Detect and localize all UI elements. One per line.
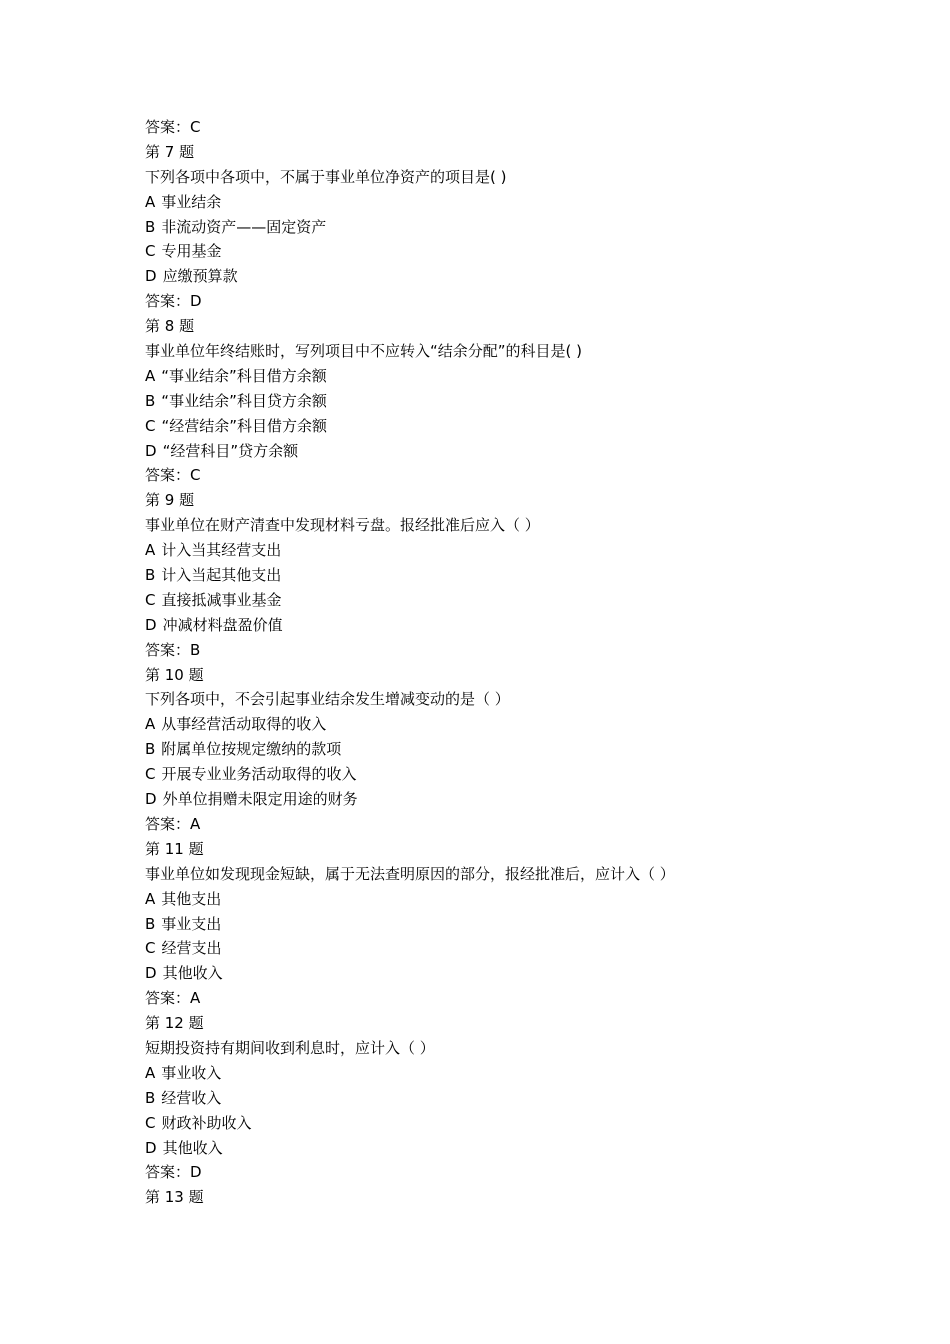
option-text: 非流动资产——固定资产 — [161, 217, 327, 236]
option-d — [145, 613, 905, 638]
option-letter: C — [145, 416, 156, 435]
option-letter: B — [145, 740, 156, 759]
option-a — [145, 364, 905, 389]
question-title: 第 8 题 — [145, 317, 195, 336]
option-b — [145, 563, 905, 588]
option-text: 事业收入 — [161, 1063, 222, 1082]
question-title: 第 11 题 — [145, 839, 204, 858]
question-title: 第 7 题 — [145, 142, 195, 161]
option-letter: B — [145, 566, 156, 585]
option-letter: B — [145, 217, 156, 236]
question-stem: 下列各项中各项中，不属于事业单位净资产的项目是( ) — [145, 167, 507, 186]
option-letter: C — [145, 242, 156, 261]
answer-line: 答案：D — [145, 1163, 202, 1182]
question-7 — [145, 140, 905, 314]
question-stem: 下列各项中，不会引起事业结余发生增减变动的是（ ） — [145, 690, 510, 709]
option-d — [145, 439, 905, 464]
question-8 — [145, 314, 905, 488]
option-letter: B — [145, 391, 156, 410]
option-letter: D — [145, 790, 157, 809]
option-letter: D — [145, 615, 157, 634]
question-stem: 事业单位在财产清查中发现材料亏盘。报经批准后应入（ ） — [145, 516, 540, 535]
option-b — [145, 737, 905, 762]
question-title: 第 13 题 — [145, 1188, 204, 1207]
option-letter: D — [145, 441, 157, 460]
option-text: 财政补助收入 — [161, 1113, 252, 1132]
option-text: 其他收入 — [162, 1138, 223, 1157]
answer-line: 答案：D — [145, 292, 202, 311]
option-b — [145, 215, 905, 240]
option-letter: B — [145, 914, 156, 933]
answer-line: 答案：A — [145, 814, 201, 833]
option-text: 事业支出 — [161, 914, 222, 933]
option-letter: A — [145, 715, 156, 734]
option-text: 外单位捐赠未限定用途的财务 — [162, 790, 358, 809]
option-text: 经营收入 — [161, 1088, 222, 1107]
option-text: 从事经营活动取得的收入 — [161, 715, 327, 734]
option-c — [145, 1111, 905, 1136]
option-c — [145, 414, 905, 439]
option-text: 其他支出 — [161, 889, 222, 908]
option-letter: D — [145, 267, 157, 286]
option-b — [145, 912, 905, 937]
option-letter: A — [145, 366, 156, 385]
option-d — [145, 961, 905, 986]
option-text: 经营支出 — [161, 939, 222, 958]
option-text: 应缴预算款 — [162, 267, 238, 286]
question-title: 第 9 题 — [145, 491, 195, 510]
answer-line: 答案：C — [145, 118, 201, 136]
option-text: 附属单位按规定缴纳的款项 — [161, 740, 342, 759]
option-letter: C — [145, 939, 156, 958]
option-letter: A — [145, 1063, 156, 1082]
option-a — [145, 190, 905, 215]
question-10 — [145, 663, 905, 837]
option-letter: D — [145, 1138, 157, 1157]
option-letter: B — [145, 1088, 156, 1107]
option-text: 直接抵减事业基金 — [161, 590, 282, 609]
option-a — [145, 1061, 905, 1086]
option-d — [145, 787, 905, 812]
question-11 — [145, 837, 905, 1011]
option-c — [145, 936, 905, 961]
option-a — [145, 887, 905, 912]
option-c — [145, 239, 905, 264]
option-a — [145, 538, 905, 563]
option-b — [145, 389, 905, 414]
question-title: 第 10 题 — [145, 665, 204, 684]
question-stem: 事业单位年终结账时，写列项目中不应转入“结余分配”的科目是( ) — [145, 342, 583, 361]
option-text: 开展专业业务活动取得的收入 — [161, 765, 357, 784]
document-page — [145, 115, 905, 1210]
option-letter: D — [145, 964, 157, 983]
question-title: 第 12 题 — [145, 1014, 204, 1033]
option-text: 其他收入 — [162, 964, 223, 983]
option-text: 计入当其经营支出 — [161, 541, 282, 560]
question-stem: 事业单位如发现现金短缺，属于无法查明原因的部分，报经批准后，应计入（ ） — [145, 864, 675, 883]
option-letter: C — [145, 590, 156, 609]
option-text: 计入当起其他支出 — [161, 566, 282, 585]
option-text: 冲减材料盘盈价值 — [162, 615, 283, 634]
option-letter: A — [145, 541, 156, 560]
option-c — [145, 588, 905, 613]
question-9 — [145, 488, 905, 662]
question-12 — [145, 1011, 905, 1185]
option-letter: C — [145, 765, 156, 784]
option-text: “经营结余”科目借方余额 — [161, 416, 328, 435]
option-text: “经营科目”贷方余额 — [162, 441, 299, 460]
option-letter: C — [145, 1113, 156, 1132]
option-text: “事业结余”科目贷方余额 — [161, 391, 327, 410]
option-c — [145, 762, 905, 787]
option-text: 事业结余 — [161, 192, 222, 211]
answer-line: 答案：A — [145, 989, 201, 1008]
answer-line: 答案：B — [145, 640, 201, 659]
option-d — [145, 1136, 905, 1161]
option-letter: A — [145, 889, 156, 908]
option-text: 专用基金 — [161, 242, 222, 261]
option-b — [145, 1086, 905, 1111]
answer-line: 答案：C — [145, 466, 201, 485]
option-letter: A — [145, 192, 156, 211]
option-text: “事业结余”科目借方余额 — [161, 366, 327, 385]
question-stem: 短期投资持有期间收到利息时，应计入（ ） — [145, 1038, 435, 1057]
option-a — [145, 712, 905, 737]
option-d — [145, 264, 905, 289]
